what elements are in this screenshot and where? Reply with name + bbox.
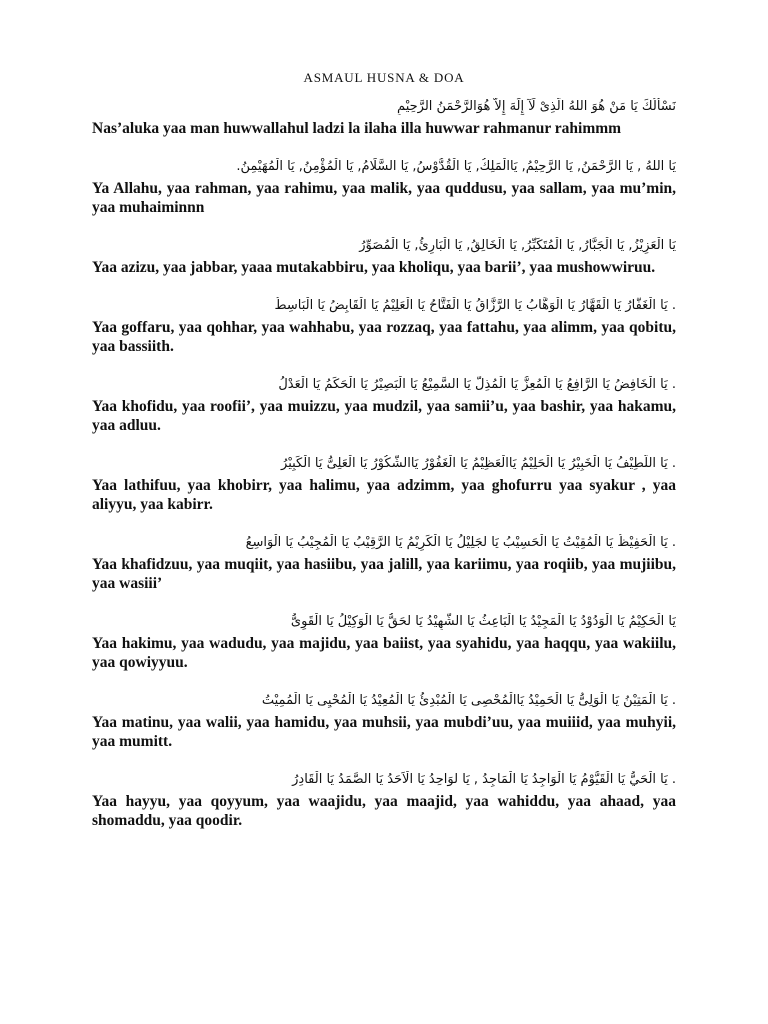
- transliteration-text: Yaa azizu, yaa jabbar, yaaa mutakabbiru, yaa kholiqu, yaa barii’, yaa mushowwiruu.: [92, 259, 656, 276]
- arabic-text: يَا الْحَكِيْمُ يَا الْوَدُوْدُ يَا الْمَجِيْدُ يَا الْبَاعِثُ يَا الشَّهِيْدُ يَا لحَقُّ يَا الْوَكِيْلُ يَا الْقَوِىُّ: [290, 614, 676, 629]
- prayer-block-1: [92, 98, 676, 138]
- document-page: [92, 70, 676, 850]
- arabic-text: يَا الْعَزِيْزُ, يَا الْجَبَّارُ, يَا الْمُتَكَبِّرُ, يَا الْخَالِقُ, يَا الْبَارِئُ, يَا الْمُصَوِّرُ: [359, 238, 676, 253]
- transliteration-text: Yaa khafidzuu, yaa muqiit, yaa hasiibu, yaa jalill, yaa kariimu, yaa roqiib, yaa mujiibu, yaa wasiii’: [92, 556, 676, 592]
- prayer-block-2: [92, 158, 676, 217]
- prayer-block-10: [92, 771, 676, 830]
- prayer-block-3: [92, 237, 676, 277]
- prayer-block-9: [92, 692, 676, 751]
- prayer-block-6: [92, 455, 676, 514]
- arabic-text: . يَا الْحَفِيْظُ يَا الْمُقِيْتُ يَا الْحَسِيْبُ يَا لجَلِيْلُ يَا الْكَرِيْمُ يَا الرَّقِيْبُ يَا الْمُجِيْبُ يَا الْوَاسِعُ: [245, 535, 676, 550]
- document-title: ASMAUL HUSNA & DOA: [303, 70, 465, 85]
- arabic-text: . يَا الْخَافِضُ يَا الرَّافِعُ يَا الْمُعِزُّ يَا الْمُذِلُّ يَا السَّمِيْعُ يَا الْبَصِيْرُ يَا الْحَكَمُ يَا الْعَدْلُ: [278, 377, 676, 392]
- prayer-block-4: [92, 297, 676, 356]
- arabic-text: . يَا اللَّطِيْفُ يَا الْخَبِيْرُ يَا الْحَلِيْمُ يَاالْعَظِيْمُ يَا الْغَفُوْرُ يَاالشَّكُوْرُ يَا الْعَلِىُّ يَا الْكَبِيْرُ: [281, 456, 676, 471]
- prayer-block-8: [92, 613, 676, 672]
- transliteration-text: Yaa lathifuu, yaa khobirr, yaa halimu, yaa adzimm, yaa ghofurru yaa syakur , yaa aliyyu, yaa kabirr.: [92, 477, 676, 513]
- transliteration-text: Yaa goffaru, yaa qohhar, yaa wahhabu, yaa rozzaq, yaa fattahu, yaa alimm, yaa qobitu, yaa bassiith.: [92, 319, 676, 355]
- arabic-text: . يَا الْحَيُّ يَا الْقَيُّوْمُ يَا الْوَاجِدُ يَا الْمَاجِدُ , يَا لوَاحِدُ يَا الْاَحَدُ يَا الصَّمَدُ يَا الْقَادِرُ: [292, 772, 676, 787]
- arabic-text: . يَا الْغَفَّارُ يَا الْقَهَّارُ يَا الْوَهَّابُ يَا الرَّزَّاقُ يَا الْفَتَّاحُ يَا الْعَلِيْمُ يَا الْقَابِضُ يَا الْبَاسِطُ: [274, 298, 676, 313]
- prayer-block-7: [92, 534, 676, 593]
- transliteration-text: Yaa khofidu, yaa roofii’, yaa muizzu, yaa mudzil, yaa samii’u, yaa bashir, yaa hakamu, yaa adluu.: [92, 398, 676, 434]
- transliteration-text: Ya Allahu, yaa rahman, yaa rahimu, yaa malik, yaa quddusu, yaa sallam, yaa mu’min, yaa muhaiminnn: [92, 180, 676, 216]
- transliteration-text: Yaa hayyu, yaa qoyyum, yaa waajidu, yaa maajid, yaa wahiddu, yaa ahaad, yaa shomaddu, yaa qoodir.: [92, 793, 676, 829]
- transliteration-text: Yaa matinu, yaa walii, yaa hamidu, yaa muhsii, yaa mubdi’uu, yaa muiiid, yaa muhyii, yaa mumitt.: [92, 714, 676, 750]
- transliteration-text: Nas’aluka yaa man huwwallahul ladzi la ilaha illa huwwar rahmanur rahimmm: [92, 120, 622, 137]
- prayer-block-5: [92, 376, 676, 435]
- transliteration-text: Yaa hakimu, yaa wadudu, yaa majidu, yaa baiist, yaa syahidu, yaa haqqu, yaa wakiilu, yaa qowiyyuu.: [92, 635, 676, 671]
- arabic-text: نَسْأَلُكَ يَا مَنْ هُوَ اللهُ الَّذِىْ لَآ إِلَهَ إِلاَّ هُوَالرَّحْمَنُ الرَّحِيْمِ: [397, 99, 676, 114]
- arabic-text: . يَا الْمَتِيْنُ يَا الْوَلِىُّ يَا الْحَمِيْدُ يَاالْمُحْصِى يَا الْمُبْدِئُ يَا الْمُعِيْدُ يَا الْمُحْيِى يَا الْمُمِيْتُ: [261, 693, 676, 708]
- arabic-text: يَا اللهُ , يَا الرَّحْمَنُ, يَا الرَّحِيْمُ, يَاالْمَلِكُ, يَا الْقُدُّوْسُ, يَا السَّلَامُ, يَا الْمُؤْمِنُ, يَا الْمُهَيْمِنُ.: [236, 159, 676, 174]
